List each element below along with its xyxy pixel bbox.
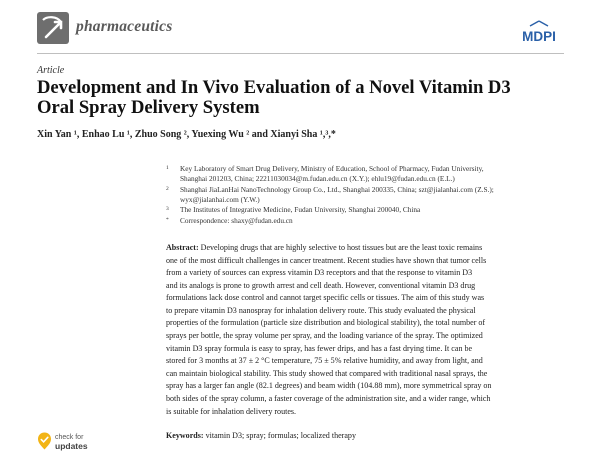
affiliations (166, 164, 570, 226)
abstract-line: from a variety of sources can express vitamin D3 receptors and that the response to vitamin D3 (166, 268, 473, 278)
abstract-line: and its analogs is prone to growth arrest and cell death. However, conventional vitamin D3 drug (166, 280, 476, 290)
title-line: Oral Spray Delivery System (37, 97, 260, 118)
correspondence (166, 216, 570, 226)
abstract-line: is suitable for inhalation delivery routes. (166, 406, 297, 416)
abstract (166, 242, 570, 418)
abstract-line: sprays per bottle, the spray volume per spray, and the loading variance of the spray. The optimized (166, 331, 483, 341)
affiliation-mark: 1 (166, 165, 169, 171)
affiliation-line: Key Laboratory of Smart Drug Delivery, Ministry of Education, School of Pharmacy, Fudan University, (180, 164, 484, 173)
abstract-line: can maintain biological stability. This study showed that compared with traditional nasal sprays, the (166, 368, 488, 378)
mdpi-logo-icon[interactable] (514, 20, 564, 46)
abstract-line: both sides of the spray column, a faster coverage of the administration site, and a wider range, which (166, 393, 491, 403)
affiliation-line: wyx@jialanhai.com (Y.W.) (180, 195, 260, 205)
affiliation-line: Shanghai 201203, China; 22211030034@m.fudan.edu.cn (X.Y.); ehlu19@fudan.edu.cn (E.L.) (180, 174, 455, 184)
keywords (166, 431, 570, 440)
author-list[interactable]: Xin Yan ¹, Enhao Lu ¹, Zhuo Song ², Yuexing Wu ² and Xianyi Sha ¹,³,* (37, 129, 336, 140)
affiliation-3 (166, 205, 570, 215)
keywords-text: vitamin D3; spray; formulas; localized therapy (203, 431, 356, 440)
affiliation-line: The Institutes of Integrative Medicine, Fudan University, Shanghai 200040, China (180, 205, 421, 215)
article-type: Article (37, 65, 65, 76)
check-for-updates-line1: check for (55, 434, 84, 441)
abstract-line: formulations lack dose control and cannot target specific cells or tissues. The aim of this study was (166, 293, 485, 303)
journal-logo-icon (37, 12, 69, 44)
publisher-name: MDPI (522, 29, 556, 44)
correspondence-line: Correspondence: shaxy@fudan.edu.cn (180, 215, 293, 225)
title-line: Development and In Vivo Evaluation of a Novel Vitamin D3 (37, 77, 511, 98)
header-divider (37, 53, 564, 54)
article-title (37, 78, 567, 118)
affiliation-mark: * (166, 216, 169, 223)
abstract-line: spray has a larger fan angle (82.1 degrees) and beam width (104.88 mm), more symmetrical spray on (166, 381, 492, 391)
affiliation-2 (166, 185, 570, 206)
affiliation-mark: 2 (166, 185, 169, 192)
abstract-line: Developing drugs that are highly selective to host tissues but are the least toxic remains (198, 243, 483, 252)
abstract-line: one of the most difficult challenges in cancer treatment. Recent studies have shown that tumor cells (166, 255, 487, 265)
abstract-line: vitamin D3 spray formula is easy to spray, has fewer drips, and has a fast drying time. It can be (166, 343, 473, 353)
abstract-line: stored for 3 months at 37 ± 2 °C temperature, 75 ± 5% relative humidity, and away from light, and (166, 356, 483, 366)
check-for-updates-icon[interactable] (37, 432, 52, 450)
journal-name[interactable]: pharmaceutics (76, 18, 173, 35)
abstract-label: Abstract: (166, 243, 199, 252)
affiliation-line: Shanghai JiaLanHai NanoTechnology Group Co., Ltd., Shanghai 200335, China; szt@jialanhai.com (Z.S.); (180, 184, 494, 194)
check-for-updates-line2: updates (55, 441, 88, 451)
affiliation-mark: 3 (166, 206, 169, 213)
affiliation-1 (166, 164, 570, 185)
check-for-updates-button[interactable] (55, 434, 88, 450)
keywords-label: Keywords: (166, 431, 204, 440)
abstract-line: properties of the formulation (particle size distribution and biological stability), the total number of (166, 318, 486, 328)
abstract-line: to prepare vitamin D3 nanospray for inhalation delivery route. This study evaluated the physical (166, 305, 476, 315)
